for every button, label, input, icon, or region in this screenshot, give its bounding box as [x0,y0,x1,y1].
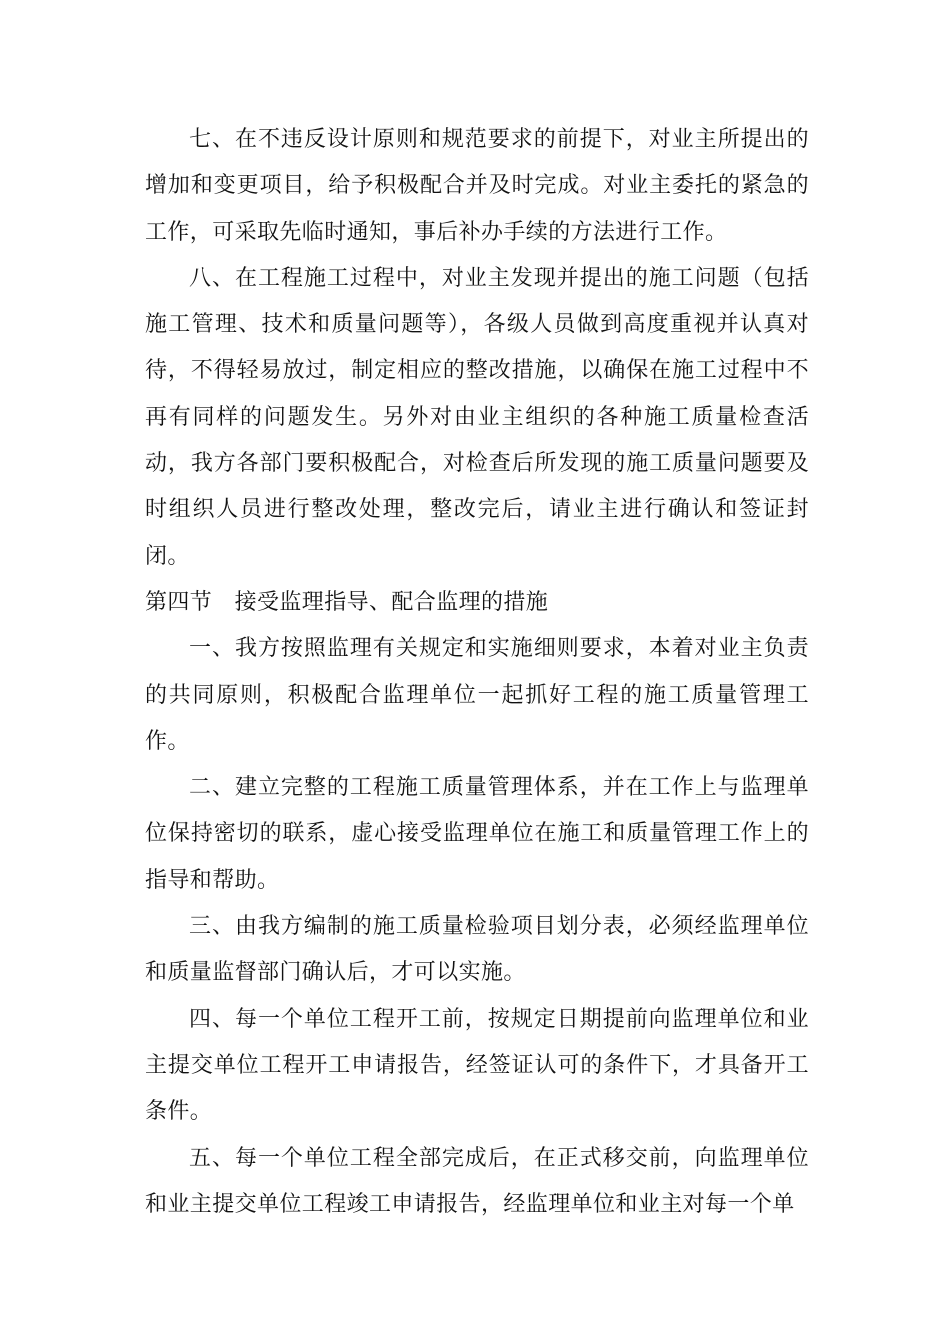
section-heading: 第四节 接受监理指导、配合监理的措施 [145,589,549,615]
section-paragraph-four: 四、每一个单位工程开工前，按规定日期提前向监理单位和业主提交单位工程开工申请报告，经签证认可的条件下，才具备开工条件。 [145,1006,809,1125]
paragraph-eight: 八、在工程施工过程中，对业主发现并提出的施工问题（包括施工管理、技术和质量问题等），各级人员做到高度重视并认真对待，不得轻易放过，制定相应的整改措施，以确保在施工过程中不再有同样的问题发生。另外对由业主组织的各种施工质量检查活动，我方各部门要积极配合，对检查后所发现的施工质量问题要及时组织人员进行整改处理，整改完后，请业主进行确认和签证封闭。 [145,265,809,569]
paragraph-seven: 七、在不违反设计原则和规范要求的前提下，对业主所提出的增加和变更项目，给予积极配合并及时完成。对业主委托的紧急的工作，可采取先临时通知，事后补办手续的方法进行工作。 [145,127,809,245]
section-paragraph-five: 五、每一个单位工程全部完成后，在正式移交前，向监理单位和业主提交单位工程竣工申请报告，经监理单位和业主对每一个单 [145,1145,809,1217]
section-paragraph-two: 二、建立完整的工程施工质量管理体系，并在工作上与监理单位保持密切的联系，虚心接受监理单位在施工和质量管理工作上的指导和帮助。 [145,775,809,893]
section-paragraph-three: 三、由我方编制的施工质量检验项目划分表，必须经监理单位和质量监督部门确认后，才可以实施。 [145,914,809,986]
section-paragraph-one: 一、我方按照监理有关规定和实施细则要求，本着对业主负责的共同原则，积极配合监理单位一起抓好工程的施工质量管理工作。 [145,636,809,754]
document-body [145,117,809,1228]
